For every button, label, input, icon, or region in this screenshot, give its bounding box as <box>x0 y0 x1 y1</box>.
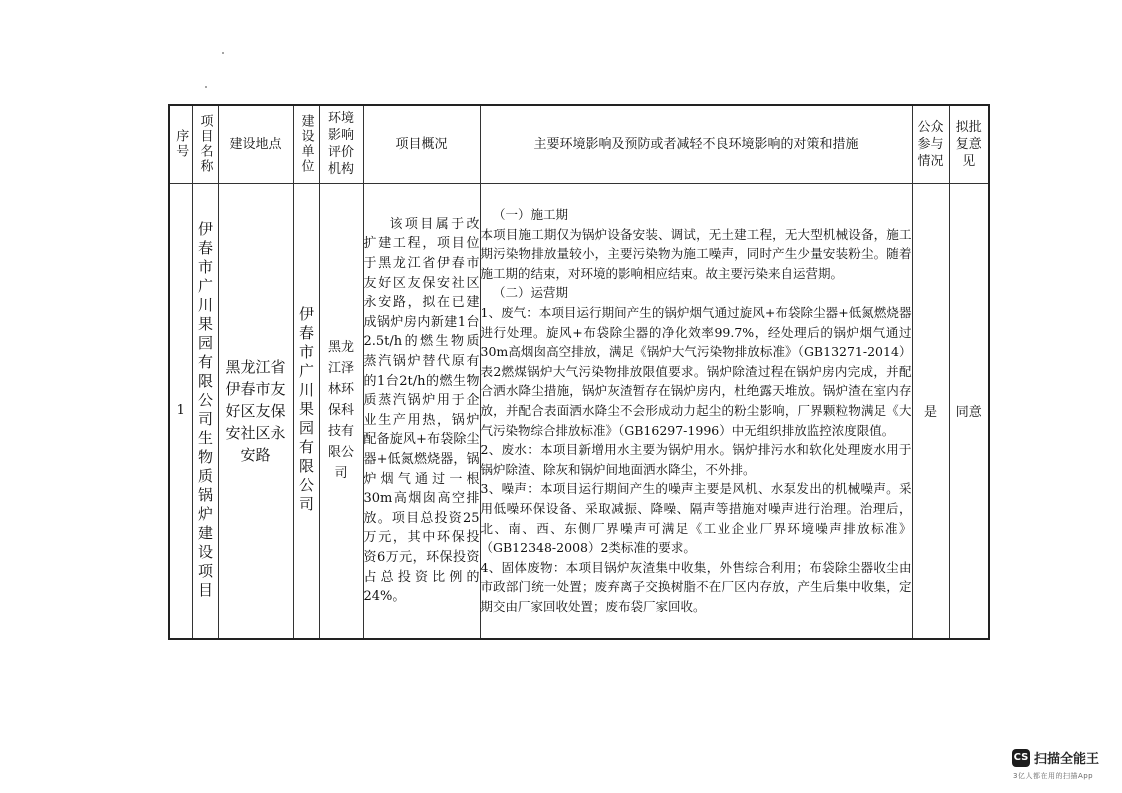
measures-construction-text: 本项目施工期仅为锅炉设备安装、调试，无土建工程，无大型机械设备，施工期污染物排放量较小，主要污染物为施工噪声，同时产生少量安装粉尘。随着施工期的结束，对环境的影响相应结束。故主要污染来自运营期。 <box>480 226 912 281</box>
measures-construction-heading: （一）施工期 <box>493 207 569 223</box>
measures-waste-gas: 1、废气：本项目运行期间产生的锅炉烟气通过旋风+布袋除尘器+低氮燃烧器进行处理。旋风+布袋除尘器的净化效率99.7%，经处理后的锅炉烟气通过30m高烟囱高空排放，满足《锅炉大气污染物排放标准》（GB13271-2014）表2燃煤锅炉大气污染物排放限值要求。锅炉除渣过程在锅炉房内完成，并配合洒水降尘措施，锅炉灰渣暂存在锅炉房内，杜绝露天堆放。锅炉渣在室内存放，并配合表面洒水降尘不会形成动力起尘的粉尘影响，厂界颗粒物满足《大气污染物综合排放标准》（GB16297-1996）中无组织排放监控浓度限值。 <box>480 304 912 438</box>
measures-operation-heading: （二）运营期 <box>493 285 569 301</box>
header-builder: 建设单位 <box>293 105 319 183</box>
header-public-participation: 公众参与情况 <box>912 105 949 183</box>
row-overview: 该项目属于改扩建工程，项目位于黑龙江省伊春市友好区友保安社区永安路，拟在已建成锅炉房内新建1台2.5t/h的燃生物质蒸汽锅炉替代原有的1台2t/h的燃生物质蒸汽锅炉用于企业生产用热，锅炉配备旋风+布袋除尘器+低氮燃烧器，锅炉烟气通过一根30m高烟囱高空排放。项目总投资25万元，其中环保投资6万元，环保投资占总投资比例的24%。 <box>363 183 480 639</box>
row-public-participation: 是 <box>912 183 949 639</box>
row-project-name: 伊春市广川果园有限公司生物质锅炉建设项目 <box>192 183 218 639</box>
scanner-watermark <box>1012 748 1099 767</box>
header-no: 序号 <box>169 105 192 183</box>
measures-noise: 3、噪声：本项目运行期间产生的噪声主要是风机、水泵发出的机械噪声。采用低噪环保设备、采取减振、降噪、隔声等措施对噪声进行治理。治理后，北、南、西、东侧厂界噪声可满足《工业企业厂界环境噪声排放标准》（GB12348-2008）2类标准的要求。 <box>480 481 912 556</box>
table-row <box>169 183 989 639</box>
scan-speck <box>205 86 207 88</box>
cs-logo-icon: CS <box>1012 749 1030 767</box>
row-opinion: 同意 <box>949 183 989 639</box>
scan-speck <box>222 52 224 54</box>
row-measures <box>480 183 912 639</box>
watermark-tagline: 3亿人都在用的扫描App <box>1013 772 1094 780</box>
eia-table <box>168 104 990 640</box>
header-project-name: 项目名称 <box>192 105 218 183</box>
watermark-app-name: 扫描全能王 <box>1034 752 1100 767</box>
row-no: 1 <box>169 183 192 639</box>
measures-waste-water: 2、废水：本项目新增用水主要为锅炉用水。锅炉排污水和软化处理废水用于锅炉除渣、除灰和锅炉间地面洒水降尘，不外排。 <box>480 442 912 477</box>
row-builder: 伊春市广川果园有限公司 <box>293 183 319 639</box>
header-measures: 主要环境影响及预防或者减轻不良环境影响的对策和措施 <box>480 105 912 183</box>
row-eia-agency: 黑龙江泽林环保科技有限公司 <box>319 183 363 639</box>
header-location: 建设地点 <box>218 105 293 183</box>
header-opinion: 拟批复意见 <box>949 105 989 183</box>
header-eia-agency: 环境影响评价机构 <box>319 105 363 183</box>
row-location: 黑龙江省伊春市友好区友保安社区永安路 <box>218 183 293 639</box>
measures-solid-waste: 4、固体废物：本项目锅炉灰渣集中收集，外售综合利用；布袋除尘器收尘由市政部门统一处置；废弃离子交换树脂不在厂区内存放，产生后集中收集，定期交由厂家回收处置；废布袋厂家回收。 <box>480 559 912 614</box>
header-overview: 项目概况 <box>363 105 480 183</box>
header-row <box>169 105 989 183</box>
